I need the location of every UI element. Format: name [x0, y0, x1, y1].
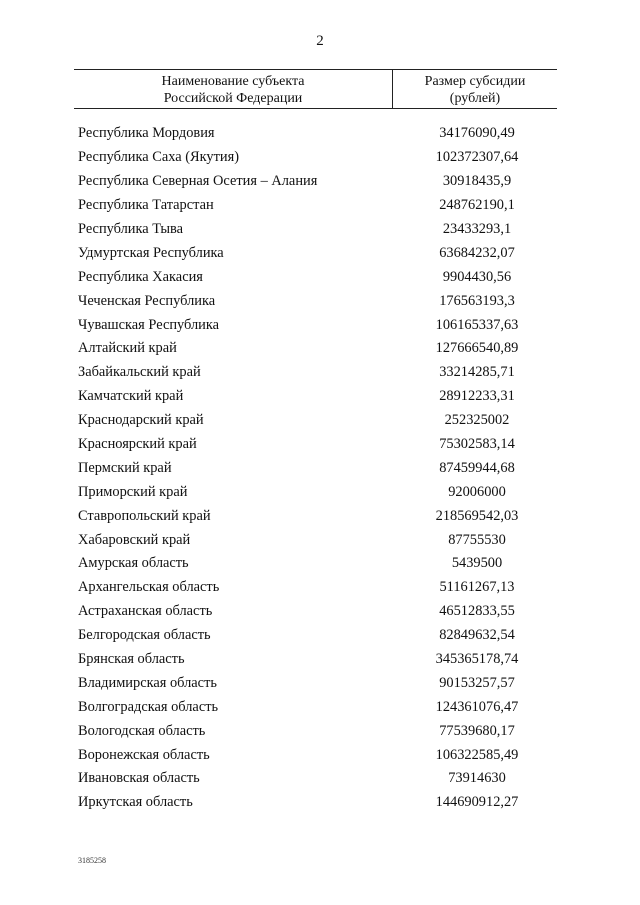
region-name: Чеченская Республика — [78, 292, 216, 309]
region-name: Ивановская область — [78, 770, 200, 787]
table-row — [78, 337, 558, 361]
region-name: Пермский край — [78, 459, 172, 476]
subsidy-amount: 252325002 — [444, 412, 510, 429]
region-name: Красноярский край — [78, 436, 197, 453]
subsidy-amount: 63684232,07 — [439, 244, 515, 261]
subsidy-amount: 90153257,57 — [439, 674, 515, 691]
table-row — [78, 528, 558, 552]
table-row — [78, 194, 558, 218]
header-subsidy-amount-line-2: (рублей) — [449, 91, 501, 106]
subsidy-amount: 30918435,9 — [442, 173, 512, 190]
region-name: Амурская область — [78, 555, 189, 572]
region-name: Воронежская область — [78, 746, 210, 763]
table-row — [78, 409, 558, 433]
table-row — [78, 671, 558, 695]
subsidy-amount: 82849632,54 — [439, 627, 515, 644]
region-name: Краснодарский край — [78, 412, 204, 429]
table-row — [78, 122, 558, 146]
table-row — [78, 385, 558, 409]
document-code: 3185258 — [78, 856, 106, 865]
subsidy-amount: 73914630 — [448, 770, 506, 787]
table-row — [78, 241, 558, 265]
subsidy-amount: 102372307,64 — [435, 149, 519, 166]
region-name: Владимирская область — [78, 674, 217, 691]
region-name: Приморский край — [78, 483, 188, 500]
table-row — [78, 648, 558, 672]
subsidy-amount: 218569542,03 — [435, 507, 519, 524]
region-name: Вологодская область — [78, 722, 206, 739]
table-row — [78, 313, 558, 337]
page-number: 2 — [316, 33, 324, 49]
subsidy-amount: 127666540,89 — [435, 340, 519, 357]
region-name: Забайкальский край — [78, 364, 201, 381]
region-name: Алтайский край — [78, 340, 177, 357]
subsidy-table-body — [78, 122, 558, 815]
region-name: Брянская область — [78, 651, 185, 668]
table-row — [78, 218, 558, 242]
region-name: Республика Саха (Якутия) — [78, 149, 240, 166]
table-row — [78, 695, 558, 719]
table-row — [78, 433, 558, 457]
table-row — [78, 456, 558, 480]
region-name: Хабаровский край — [78, 531, 191, 548]
table-row — [78, 265, 558, 289]
subsidy-amount: 144690912,27 — [435, 794, 519, 811]
table-row — [78, 480, 558, 504]
subsidy-amount: 5439500 — [451, 555, 503, 572]
table-row — [78, 743, 558, 767]
table-row — [78, 791, 558, 815]
region-name: Астраханская область — [78, 603, 213, 620]
subsidy-amount: 248762190,1 — [439, 197, 515, 214]
subsidy-amount: 87459944,68 — [439, 459, 515, 476]
table-row — [78, 624, 558, 648]
table-row — [78, 289, 558, 313]
region-name: Белгородская область — [78, 627, 211, 644]
region-name: Республика Татарстан — [78, 197, 214, 214]
table-row — [78, 576, 558, 600]
header-region-name-line-1: Наименование субъекта — [161, 74, 305, 89]
subsidy-amount: 176563193,3 — [439, 292, 515, 309]
region-name: Республика Северная Осетия – Алания — [78, 173, 318, 190]
region-name: Республика Мордовия — [78, 125, 215, 142]
table-row — [78, 719, 558, 743]
subsidy-amount: 9904430,56 — [442, 268, 512, 285]
subsidy-amount: 28912233,31 — [439, 388, 515, 405]
header-subsidy-amount-line-1: Размер субсидии — [424, 74, 526, 89]
region-name: Камчатский край — [78, 388, 184, 405]
table-row — [78, 600, 558, 624]
header-region-name-line-2: Российской Федерации — [163, 91, 303, 106]
subsidy-amount: 92006000 — [448, 483, 506, 500]
region-name: Ставропольский край — [78, 507, 211, 524]
table-row — [78, 361, 558, 385]
subsidy-amount: 33214285,71 — [439, 364, 515, 381]
subsidy-amount: 106322585,49 — [435, 746, 519, 763]
region-name: Иркутская область — [78, 794, 193, 811]
table-row — [78, 552, 558, 576]
region-name: Волгоградская область — [78, 698, 219, 715]
table-row — [78, 767, 558, 791]
header-subsidy-amount — [393, 70, 557, 108]
subsidy-amount: 77539680,17 — [439, 722, 515, 739]
subsidy-amount: 106165337,63 — [435, 316, 519, 333]
region-name: Удмуртская Республика — [78, 244, 224, 261]
region-name: Республика Тыва — [78, 221, 183, 237]
table-row — [78, 146, 558, 170]
subsidy-amount: 345365178,74 — [435, 651, 519, 668]
table-row — [78, 170, 558, 194]
subsidy-amount: 34176090,49 — [439, 125, 515, 142]
subsidy-amount: 23433293,1 — [442, 221, 512, 237]
subsidy-amount: 75302583,14 — [439, 436, 515, 453]
region-name: Чувашская Республика — [78, 316, 220, 333]
subsidy-amount: 87755530 — [448, 531, 506, 548]
subsidy-amount: 46512833,55 — [439, 603, 515, 620]
table-row — [78, 504, 558, 528]
subsidy-amount: 124361076,47 — [435, 698, 519, 715]
subsidy-amount: 51161267,13 — [439, 579, 515, 596]
header-region-name — [74, 70, 393, 108]
region-name: Архангельская область — [78, 579, 220, 596]
table-header — [74, 69, 557, 109]
region-name: Республика Хакасия — [78, 268, 203, 285]
